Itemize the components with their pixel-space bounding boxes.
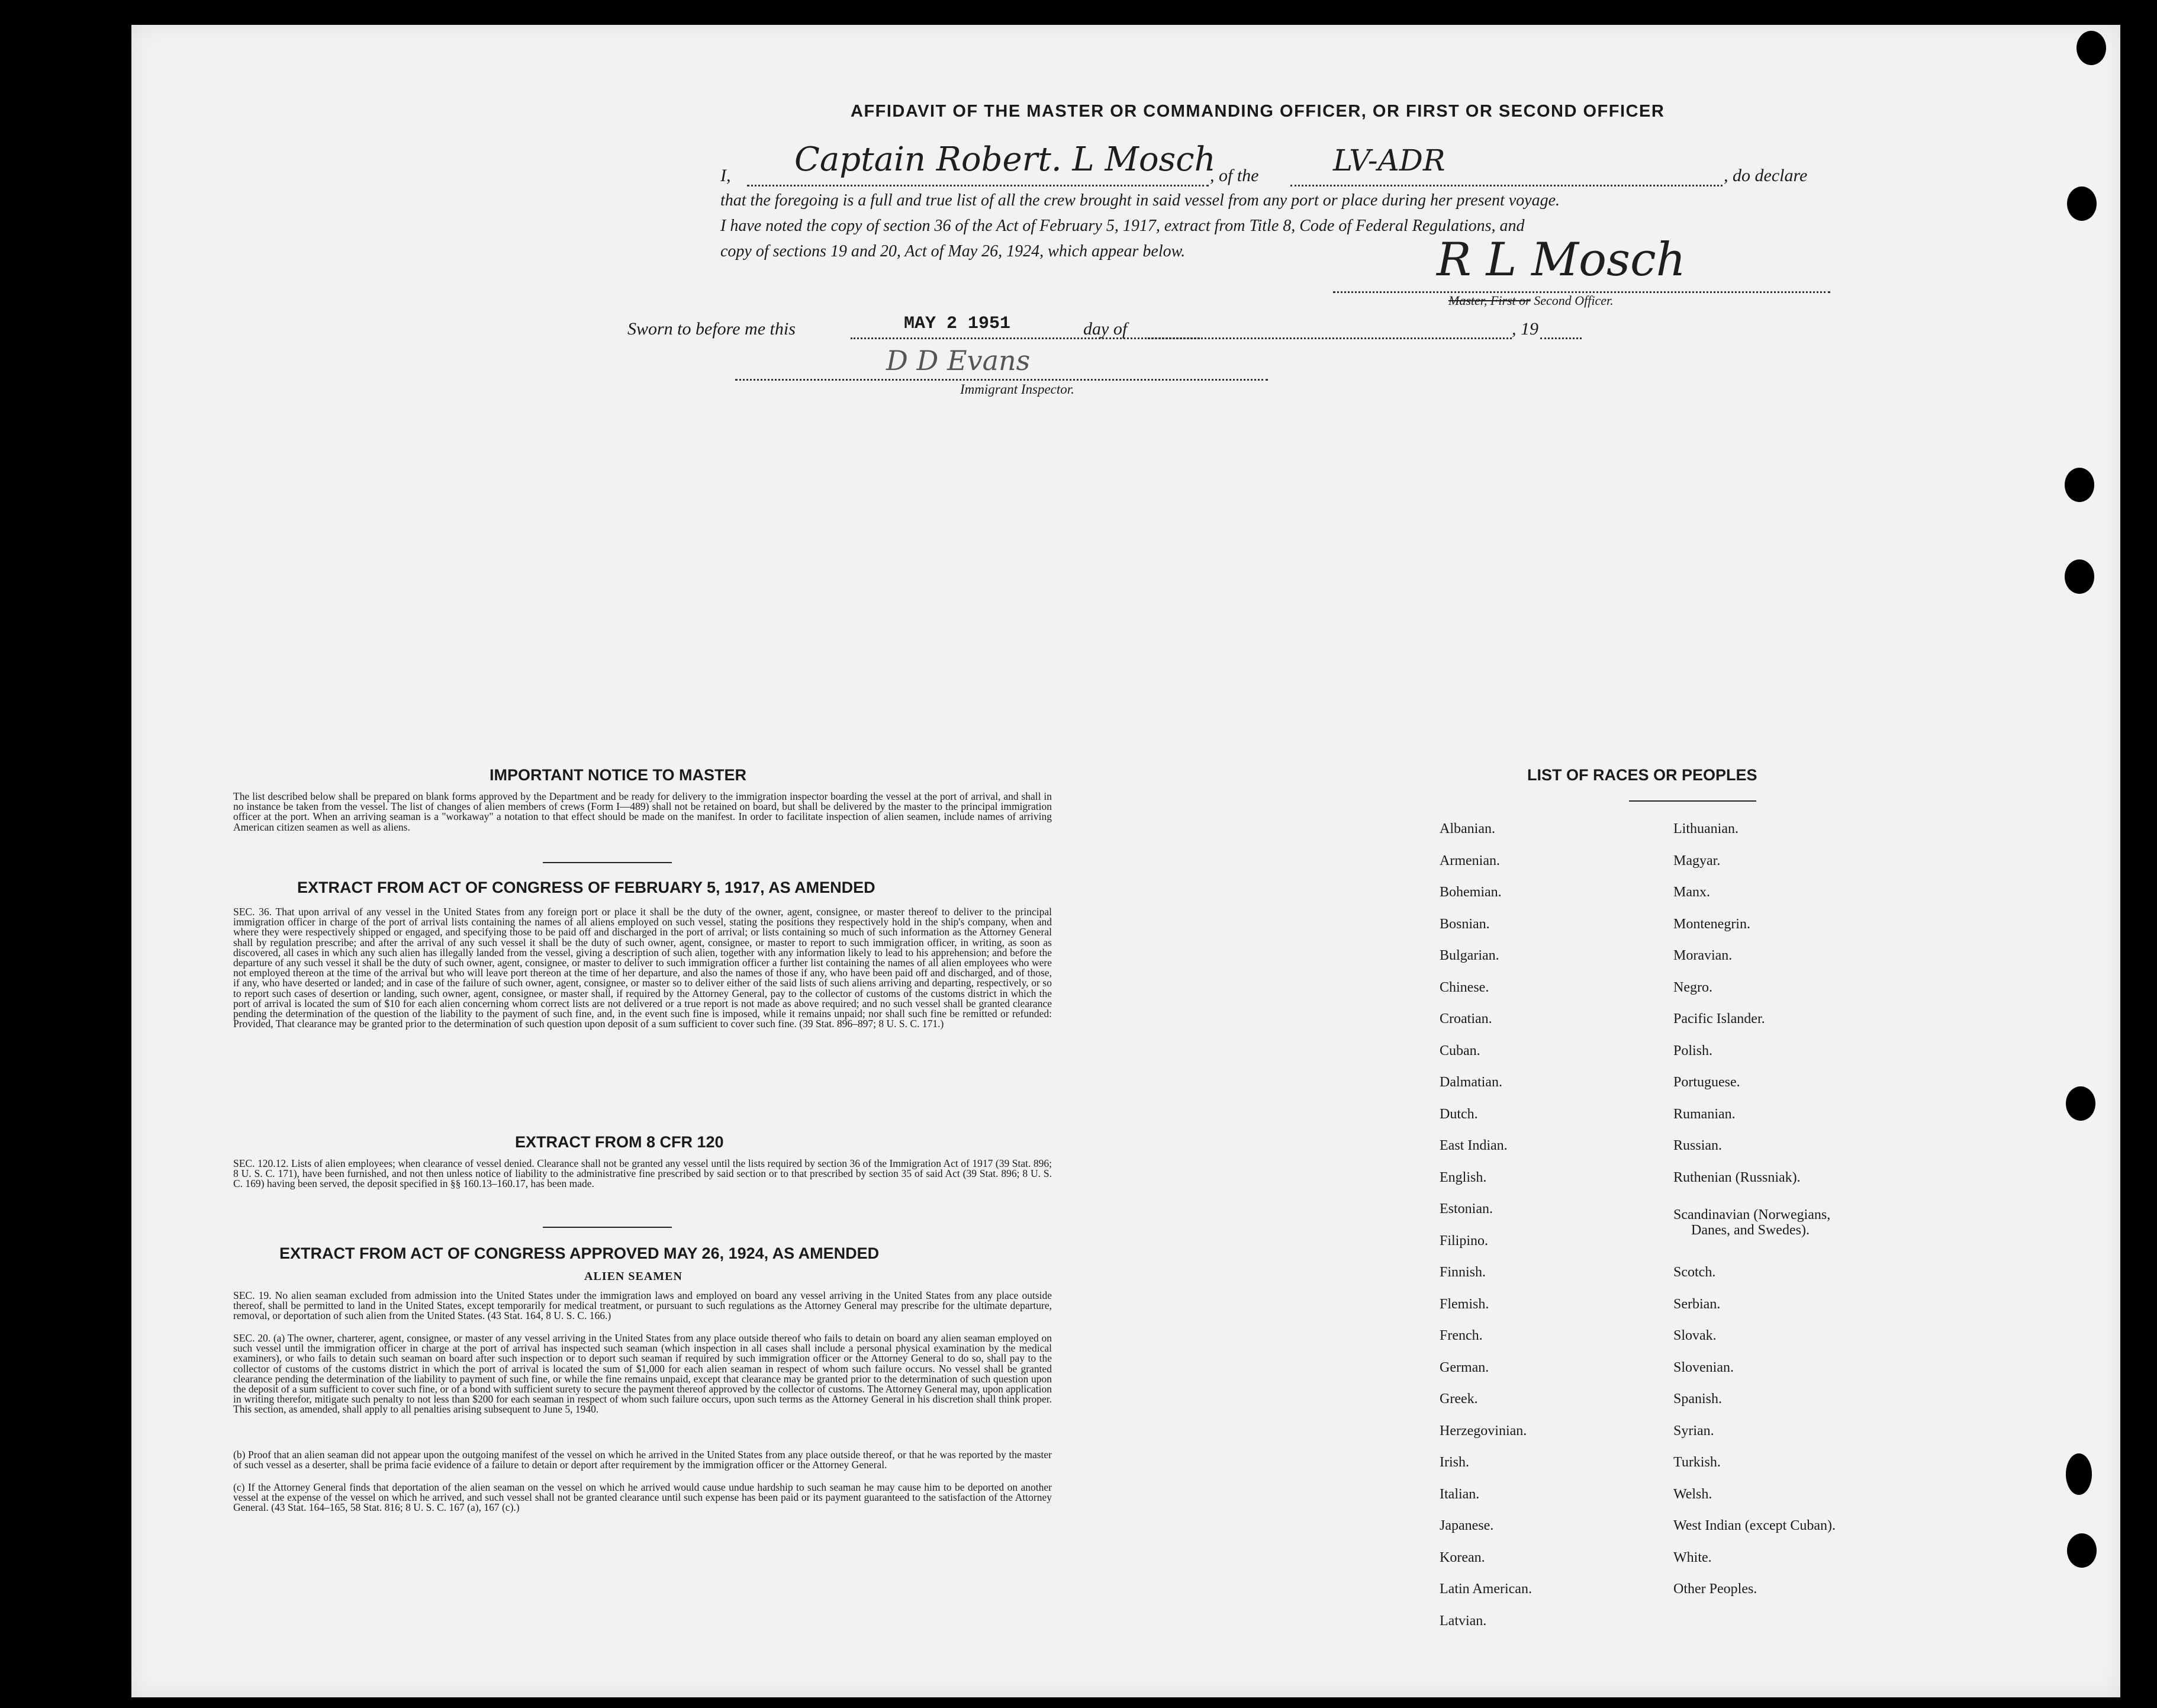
- do-declare-label: , do declare: [1724, 166, 1808, 185]
- divider-2: [543, 1227, 672, 1228]
- sec-19-paragraph: SEC. 19. No alien seaman excluded from admission into the United States under the immigration laws and employed on board any vessel arriving in the United States from any place outside thereof, shall be permitted to land in the United States, except temporarily for medical treatment, or pursuant to such regulations as the Attorney General may prescribe for the ultimate departure, removal, or deportation of such alien from the United States. (43 Stat. 164, 8 U. S. C. 166.): [233, 1289, 1052, 1322]
- punch-hole: [2067, 1533, 2097, 1568]
- vessel-handwritten: LV-ADR: [1333, 143, 1445, 178]
- race-item: Chinese.: [1440, 979, 1489, 995]
- officer-label: [1448, 293, 1614, 308]
- race-item: Filipino.: [1440, 1233, 1489, 1249]
- race-item: Portuguese.: [1673, 1075, 1740, 1090]
- punch-hole: [2066, 1086, 2095, 1121]
- vessel-line: [1290, 185, 1723, 186]
- race-item: Japanese.: [1440, 1518, 1494, 1533]
- alien-seamen-subtitle: ALIEN SEAMEN: [584, 1270, 682, 1283]
- race-item: English.: [1440, 1169, 1487, 1185]
- races-title: LIST OF RACES OR PEOPLES: [1527, 766, 1757, 784]
- affidavit-line-4: copy of sections 19 and 20, Act of May 26, 1924, which appear below.: [720, 242, 1186, 260]
- race-item: Slovenian.: [1673, 1359, 1734, 1375]
- race-item: Finnish.: [1440, 1265, 1486, 1280]
- sec-20b-paragraph: (b) Proof that an alien seaman did not appear upon the outgoing manifest of the vessel on which he arrived in the United States from any place outside thereof, or that he was reported by the master of such vessel as a deserter, shall be prima facie evidence of a failure to detain or deport after requirement by the immigration officer or the Attorney General.: [233, 1449, 1052, 1471]
- race-item: Pacific Islander.: [1673, 1011, 1765, 1027]
- race-item: Flemish.: [1440, 1296, 1489, 1312]
- day-of-label: day of: [1083, 319, 1128, 339]
- notice-title: IMPORTANT NOTICE TO MASTER: [490, 766, 746, 784]
- race-item: Latvian.: [1440, 1613, 1487, 1629]
- race-item: Manx.: [1673, 884, 1710, 900]
- sworn-date-stamp: MAY 2 1951: [904, 314, 1011, 334]
- race-item: Bosnian.: [1440, 916, 1490, 932]
- extract-cfr-body: SEC. 120.12. Lists of alien employees; when clearance of vessel denied. Clearance shall not be granted any vessel until the lists required by section 36 of the Immigration Act of 1917 (39 Stat. 896; 8 U. S. C. 171), have been furnished, and not then unless notice of liability to the administrative fine prescribed by said section or to that prescribed by section 35 of said Act (39 Stat. 896; 8 U. S. C. 169) having been served, the deposit specified in §§ 160.13–160.17, has been made.: [233, 1157, 1052, 1190]
- race-item: Turkish.: [1673, 1455, 1721, 1470]
- punch-hole: [2066, 1453, 2092, 1495]
- affidavit-title: AFFIDAVIT OF THE MASTER OR COMMANDING OFFICER, OR FIRST OR SECOND OFFICER: [851, 102, 1665, 121]
- race-item: Moravian.: [1673, 948, 1733, 963]
- punch-hole: [2076, 31, 2106, 65]
- sec-20a-paragraph: SEC. 20. (a) The owner, charterer, agent, consignee, or master of any vessel arriving in the United States from any place outside thereof who fails to detain on board any alien seaman employed on such vessel until the immigration officer in charge at the port of arrival has inspected such seaman (which inspection in all cases shall include a personal physical examination by the medical examiners), or who fails to detain such seaman on board after such inspection or to deport such seaman if required by such immigration officer or the Attorney General to do so, shall pay to the collector of customs of the customs district in which the port of arrival is located the sum of $1,000 for each alien seaman in respect of whom such failure occurs. No vessel shall be granted clearance pending the determination of the liability to payment of such fine, or while the fine remains unpaid, except that clearance may be granted prior to the determination of such question upon the deposit of a sum sufficient to cover such fine, or of a bond with sufficient surety to secure the payment thereof approved by the collector of customs. The Attorney General may, upon application in writing therefor, mitigate such penalty to not less than $200 for each seaman in respect of whom such failure occurs, upon such terms as the Attorney General in his discretion shall think proper. This section, as amended, shall apply to all penalties arising subsequent to June 5, 1940.: [233, 1332, 1052, 1416]
- race-item: East Indian.: [1440, 1138, 1508, 1153]
- race-item: Irish.: [1440, 1455, 1469, 1470]
- race-item: Latin American.: [1440, 1581, 1532, 1597]
- name-line: [747, 185, 1209, 186]
- sec-20c-paragraph: (c) If the Attorney General finds that deportation of the alien seaman on the vessel on which he arrived would cause undue hardship to such seaman he may cause him to be deported on another vessel at the expense of the vessel on which he arrived, and such vessel shall not be granted clearance until such expense has been paid or its payment guaranteed to the satisfaction of the Attorney General. (43 Stat. 164–165, 58 Stat. 816; 8 U. S. C. 167 (a), 167 (c).): [233, 1481, 1052, 1514]
- race-item: Bohemian.: [1440, 884, 1502, 900]
- race-item: Polish.: [1673, 1043, 1713, 1059]
- of-the-label: , of the: [1210, 166, 1259, 185]
- inspector-line: [735, 379, 1268, 381]
- race-item: Other Peoples.: [1673, 1581, 1757, 1597]
- divider-1: [543, 862, 672, 863]
- race-item: Slovak.: [1673, 1328, 1717, 1343]
- race-item: Lithuanian.: [1673, 821, 1739, 837]
- race-item: Welsh.: [1673, 1486, 1712, 1502]
- race-item: Dalmatian.: [1440, 1075, 1502, 1090]
- races-divider: [1629, 800, 1756, 802]
- extract-1924-title: EXTRACT FROM ACT OF CONGRESS APPROVED MAY 26, 1924, AS AMENDED: [279, 1244, 880, 1262]
- affidavit-line-3: I have noted the copy of section 36 of the Act of February 5, 1917, extract from Title 8, Code of Federal Regulations, and: [720, 217, 1525, 235]
- extract-1917-title: EXTRACT FROM ACT OF CONGRESS OF FEBRUARY 5, 1917, AS AMENDED: [297, 879, 875, 896]
- race-item: Serbian.: [1673, 1296, 1721, 1312]
- inspector-label: Immigrant Inspector.: [960, 382, 1074, 397]
- notice-body: The list described below shall be prepared on blank forms approved by the Department and be ready for delivery to the immigration inspector boarding the vessel at the port of arrival, and shall in no instance be taken from the vessel. The list of changes of alien members of crews (Form I—489) shall not be retained on board, but shall be delivered by the master to the principal immigration officer at the port. When an arriving seaman is a "workaway" a notation to that effect should be made on the manifest. In order to facilitate inspection of alien seamen, include names of arriving American citizen seamen as well as aliens.: [233, 790, 1052, 833]
- race-item: West Indian (except Cuban).: [1673, 1518, 1836, 1533]
- race-item: Negro.: [1673, 979, 1712, 995]
- race-item: Bulgarian.: [1440, 948, 1499, 963]
- race-item: Danes, and Swedes).: [1691, 1223, 1810, 1238]
- race-item: Scandinavian (Norwegians,: [1673, 1207, 1831, 1223]
- document-page: [131, 25, 2120, 1697]
- race-item: Italian.: [1440, 1486, 1480, 1502]
- year-label: , 19: [1512, 319, 1538, 339]
- affidavit-line-2: that the foregoing is a full and true list of all the crew brought in said vessel from any port or place during her present voyage.: [720, 191, 1560, 210]
- race-item: German.: [1440, 1359, 1489, 1375]
- punch-hole: [2065, 468, 2094, 502]
- sworn-label: Sworn to before me this: [627, 319, 796, 339]
- officer-label-struck: Master, First or: [1448, 293, 1531, 308]
- race-item: Russian.: [1673, 1138, 1723, 1153]
- race-item: Scotch.: [1673, 1265, 1716, 1280]
- race-item: White.: [1673, 1549, 1712, 1565]
- punch-hole: [2067, 186, 2097, 221]
- race-item: Estonian.: [1440, 1201, 1493, 1217]
- officer-label-kept: Second Officer.: [1530, 293, 1614, 308]
- race-item: Rumanian.: [1673, 1106, 1736, 1122]
- race-item: Ruthenian (Russniak).: [1673, 1169, 1801, 1185]
- i-label: I,: [720, 166, 731, 185]
- race-item: Dutch.: [1440, 1106, 1478, 1122]
- punch-hole: [2065, 559, 2094, 594]
- day-line: [1145, 337, 1512, 339]
- race-item: Korean.: [1440, 1549, 1485, 1565]
- race-item: Syrian.: [1673, 1423, 1714, 1439]
- extract-cfr-title: EXTRACT FROM 8 CFR 120: [515, 1133, 724, 1151]
- inspector-signature: D D Evans: [886, 345, 1031, 377]
- race-item: Albanian.: [1440, 821, 1495, 837]
- race-item: Spanish.: [1673, 1391, 1723, 1407]
- race-item: Armenian.: [1440, 853, 1500, 869]
- year-line: [1540, 337, 1582, 339]
- race-item: Cuban.: [1440, 1043, 1480, 1059]
- master-name-handwritten: Captain Robert. L Mosch: [794, 140, 1216, 179]
- race-item: Magyar.: [1673, 853, 1721, 869]
- race-item: Herzegovinian.: [1440, 1423, 1527, 1439]
- officer-signature: R L Mosch: [1437, 233, 1686, 287]
- race-item: Montenegrin.: [1673, 916, 1750, 932]
- race-item: French.: [1440, 1328, 1483, 1343]
- race-item: Croatian.: [1440, 1011, 1492, 1027]
- race-item: Greek.: [1440, 1391, 1478, 1407]
- extract-1917-body: SEC. 36. That upon arrival of any vessel in the United States from any foreign port or place it shall be the duty of the owner, agent, consignee, or master thereof to deliver to the principal immigration officer in charge of the port of arrival lists containing the names of all aliens employed on such vessel, stating the positions they respectively hold in the ship's company, when and where they were respectively shipped or engaged, and specifying those to be paid off and discharged in the port of arrival; or lists containing so much of such information as the Attorney General shall by regulation prescribe; and after the arrival of any such vessel it shall be the duty of such owner, agent, consignee, or master to report to such immigration officer, in writing, as soon as discovered, all cases in which any such alien has illegally landed from the vessel, giving a description of such alien, together with any information likely to lead to his apprehension; and before the departure of any such vessel it shall be the duty of such owner, agent, consignee, or master to deliver to such immigration officer a further list containing the names of all alien employees who were not employed thereon at the time of the arrival but who will leave port thereon at the time of her departure, and also the names of those if any, who have been paid off and discharged, and of those, if any, who have deserted or landed; and in case of the failure of such owner, agent, consignee, or master so to deliver either of the said lists of such aliens arriving and departing, respectively, or so to report such cases of desertion or landing, such owner, agent, consignee, or master shall, if required by the Attorney General, pay to the collector of customs of the customs district in which the port of arrival is located the sum of $10 for each alien concerning whom correct lists are not delivered or a true report is not made as above required; and no such vessel shall be granted clearance pending the determination of the question of the liability to the payment of such fine, and, in the event such fine is imposed, while it remains unpaid; nor shall such fine be remitted or refunded: Provided, That clearance may be granted prior to the determination of such question upon deposit of a sum sufficient to cover such fine. (39 Stat. 896–897; 8 U. S. C. 171.): [233, 906, 1052, 1030]
